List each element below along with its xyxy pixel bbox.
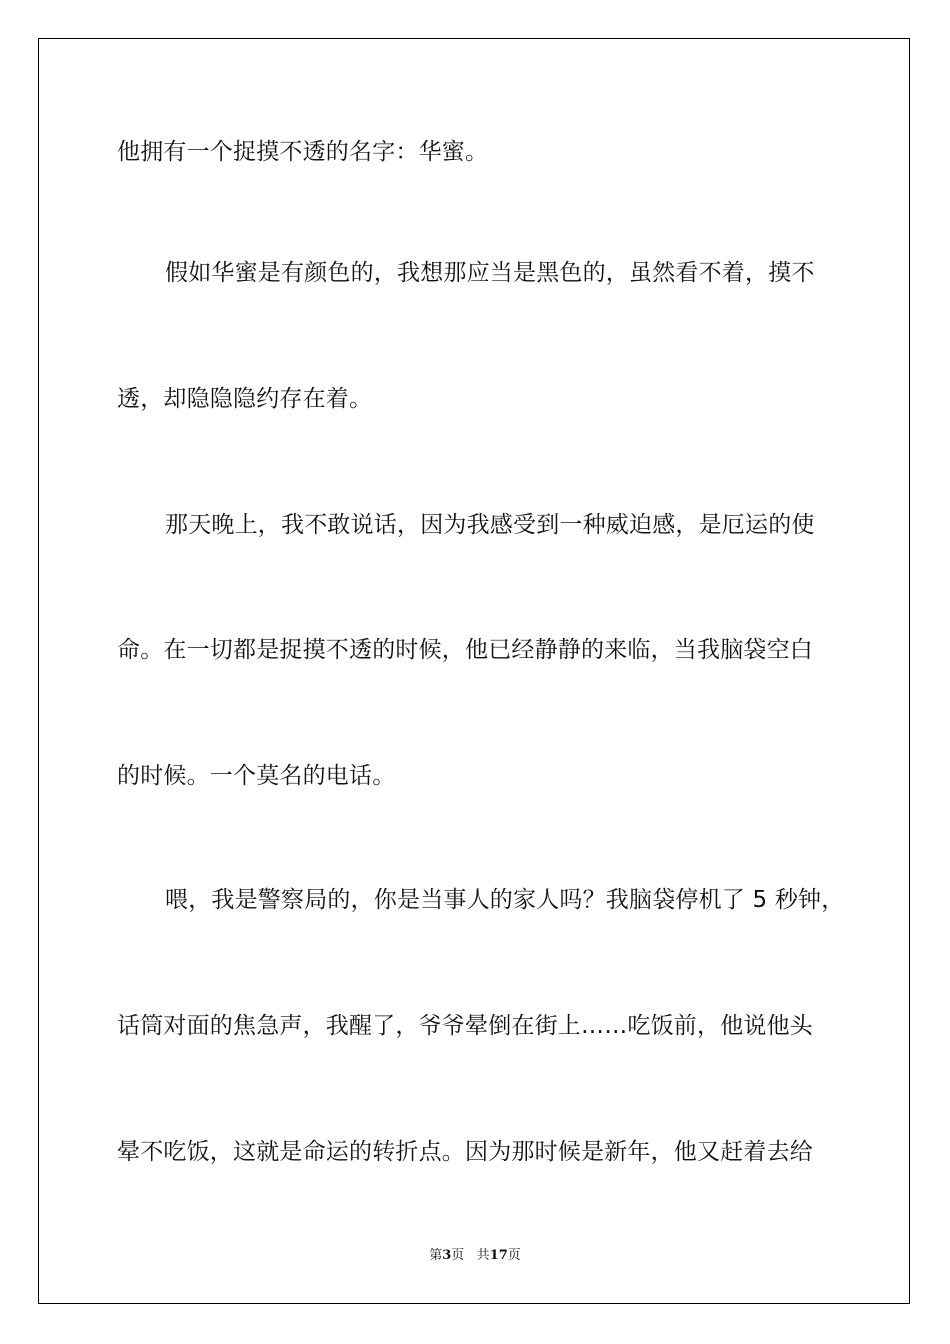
body-line-4: 那天晚上，我不敢说话，因为我感受到一种威迫感，是厄运的使 [165,512,815,538]
body-line-7: 喂，我是警察局的，你是当事人的家人吗？我脑袋停机了 5 秒钟， [165,887,845,913]
page-footer [0,1247,950,1265]
body-line-9: 晕不吃饭，这就是命运的转折点。因为那时候是新年，他又赶着去给 [117,1139,813,1165]
footer-total-prefix: 共 [476,1248,490,1263]
body-line-2: 假如华蜜是有颜色的，我想那应当是黑色的，虽然看不着，摸不 [165,260,815,286]
footer-page-suffix: 页 [451,1248,465,1263]
body-line-1: 他拥有一个捉摸不透的名字：华蜜。 [117,139,489,165]
footer-total-suffix: 页 [507,1248,521,1263]
footer-page-total: 17 [489,1248,508,1263]
body-line-6: 的时候。一个莫名的电话。 [117,763,396,789]
footer-page-prefix: 第 [429,1248,443,1263]
body-line-8: 话筒对面的焦急声，我醒了，爷爷晕倒在街上……吃饭前，他说他头 [117,1013,813,1039]
footer-page-current: 3 [442,1248,452,1263]
page-border [38,38,910,1304]
body-line-5: 命。在一切都是捉摸不透的时候，他已经静静的来临，当我脑袋空白 [117,637,813,663]
body-line-3: 透，却隐隐隐约存在着。 [117,386,373,412]
